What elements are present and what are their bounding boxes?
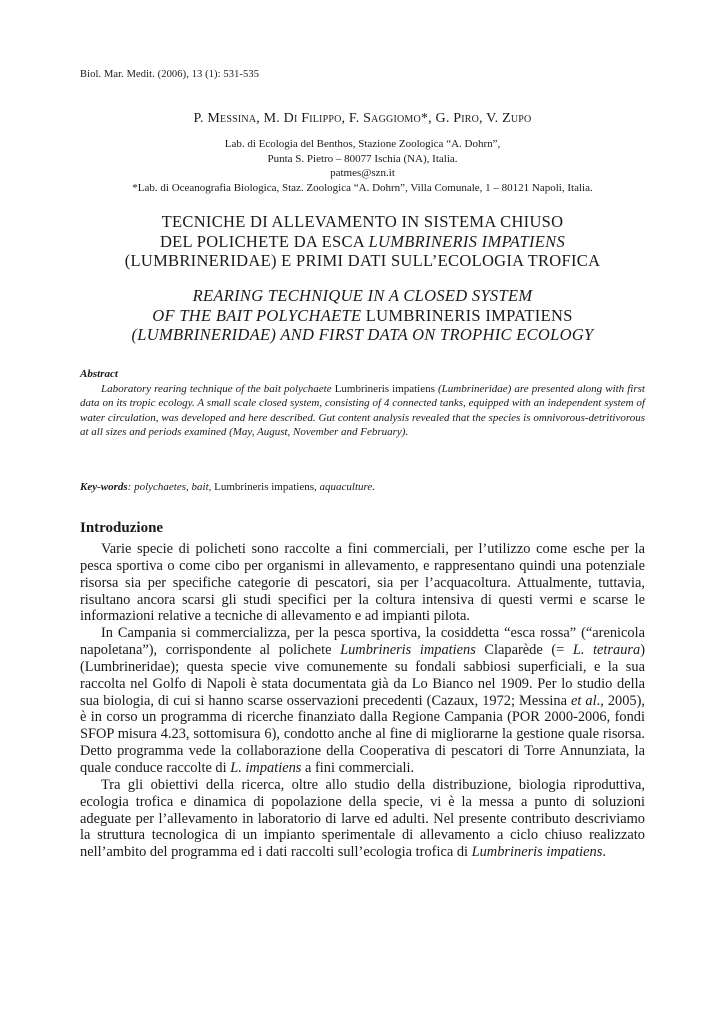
species-name: Lumbrineris impatiens [471, 844, 603, 861]
title-line: (LUMBRINERIDAE) E PRIMI DATI SULL’ECOLOGIA TROFICA [124, 251, 601, 270]
section-heading: Introduzione [80, 520, 164, 536]
abstract-body [80, 382, 645, 440]
species-name: Lumbrineris impatiens [340, 642, 476, 659]
title-text: (LUMBRINERIDAE) AND FIRST DATA ON TROPHIC ECOLOGY [131, 325, 594, 344]
body-text-run: In Campania si commercializza, per la pesca sportiva, la cosiddetta “esca rossa” (“arenicola napoletana”), corrispondente al polichete [80, 625, 645, 659]
title-line [80, 325, 645, 345]
title-text: REARING TECHNIQUE IN A CLOSED SYSTEM [192, 286, 533, 305]
species-name: Lumbrineris impatiens [334, 383, 435, 395]
title-line [80, 232, 645, 252]
paper-title-english [80, 286, 645, 345]
body-text-run: . [602, 844, 606, 861]
body-text-run: Tra gli obiettivi della ricerca, oltre allo studio della distribuzione, biologia riproduttiva, ecologia trofica e dinamica di popolazione della specie, vi è la messa a punto di soluzioni adeguate per l’allevamento in laboratorio di larve ed adulti. Nel presente contributo descriviamo la struttura tecnologica di un impianto sperimentale di allevamento a ciclo chiuso realizzato nell’ambito del programma ed i dati raccolti sull’ecologia trofica di [80, 776, 645, 861]
abstract-heading: Abstract [80, 368, 118, 380]
journal-reference: Biol. Mar. Medit. (2006), 13 (1): 531-535 [80, 69, 260, 80]
affiliations [80, 137, 645, 195]
paper-title-italian [80, 212, 645, 271]
body-text-run: ) (Lumbrineridae); questa specie vive comunemente su fondali sabbiosi superficiali, e la sua raccolta nel Golfo di Napoli è stata documentata già da Lo Bianco nel 1909. Per lo studio della sua biologia, di cui si hanno scarse osservazioni precedenti (Cazaux, 1972; Messina [80, 642, 646, 709]
citation-et-al: et al [571, 692, 597, 709]
title-line [80, 306, 645, 326]
body-paragraph [80, 777, 645, 861]
title-text: OF THE BAIT POLYCHAETE [152, 305, 366, 325]
author-email: patmes@szn.it [330, 167, 395, 180]
title-line [80, 286, 645, 306]
body-text-run: Claparède (= [475, 642, 573, 659]
affiliation-line: Lab. di Ecologia del Benthos, Stazione Zoologica “A. Dohrn”, [224, 138, 501, 150]
keywords-text: : polychaetes, bait, [127, 481, 215, 493]
keywords [80, 481, 375, 493]
species-name: Lumbrineris impatiens [214, 481, 315, 493]
affiliation-line: Punta S. Pietro – 80077 Ischia (NA), Italia. [267, 152, 458, 165]
species-name: LUMBRINERIS IMPATIENS [368, 231, 566, 251]
keywords-label: Key-words [80, 481, 128, 493]
affiliation-line: *Lab. di Oceanografia Biologica, Staz. Zoologica “A. Dohrn”, Villa Comunale, 1 – 80121 Napoli, Italia. [132, 181, 593, 194]
keywords-text: , aquaculture. [314, 481, 376, 493]
species-name: LUMBRINERIS IMPATIENS [365, 305, 573, 325]
author-list: P. Messina, M. Di Filippo, F. Saggiomo*, G. Piro, V. Zupo [193, 111, 532, 126]
title-text: DEL POLICHETE DA ESCA [159, 231, 369, 251]
title-line: TECNICHE DI ALLEVAMENTO IN SISTEMA CHIUSO [161, 212, 564, 231]
body-text-run: ., 2005), è in corso un programma di ricerche finanziato dalla Regione Campania (POR 2000-2006, fondi SFOP misura 4.23, sottomisura 6), condotto anche al fine di migliorarne la gestione quale risorsa. Detto programma vede la collaborazione della Cooperativa di pescatori di Torre Annunziata, la quale conduce raccolte di [80, 692, 645, 776]
body-text-run: a fini commerciali. [301, 759, 415, 776]
abstract-text: Laboratory rearing technique of the bait polychaete [101, 383, 335, 395]
species-name: L. tetraura [572, 642, 641, 659]
abstract-text: (Lumbrineridae) are presented along with first data on its tropic ecology. A small scale closed system, consisting of 4 connected tanks, equipped with an independent system of water circulation, was developed and here described. Gut content analysis revealed that the species is omnivorous-detritivorous at all sizes and periods examined (May, August, November and February). [80, 383, 645, 439]
body-text [80, 541, 645, 861]
body-paragraph: Varie specie di policheti sono raccolte a fini commerciali, per l’utilizzo come esche per la pesca sportiva o come cibo per organismi in allevamento, e rappresentano quindi una potenziale risorsa sia per specifiche categorie di pescatori, sia per l’acquacoltura. Attualmente, tuttavia, risultano ancora scarsi gli studi specifici per la coltura intensiva di questi vermi e scarse le informazioni relative a tecniche di allevamento e ad impianti pilota. [80, 541, 645, 625]
body-paragraph [80, 625, 645, 777]
abstract-paragraph [80, 382, 645, 440]
species-name: L. impatiens [230, 759, 302, 776]
